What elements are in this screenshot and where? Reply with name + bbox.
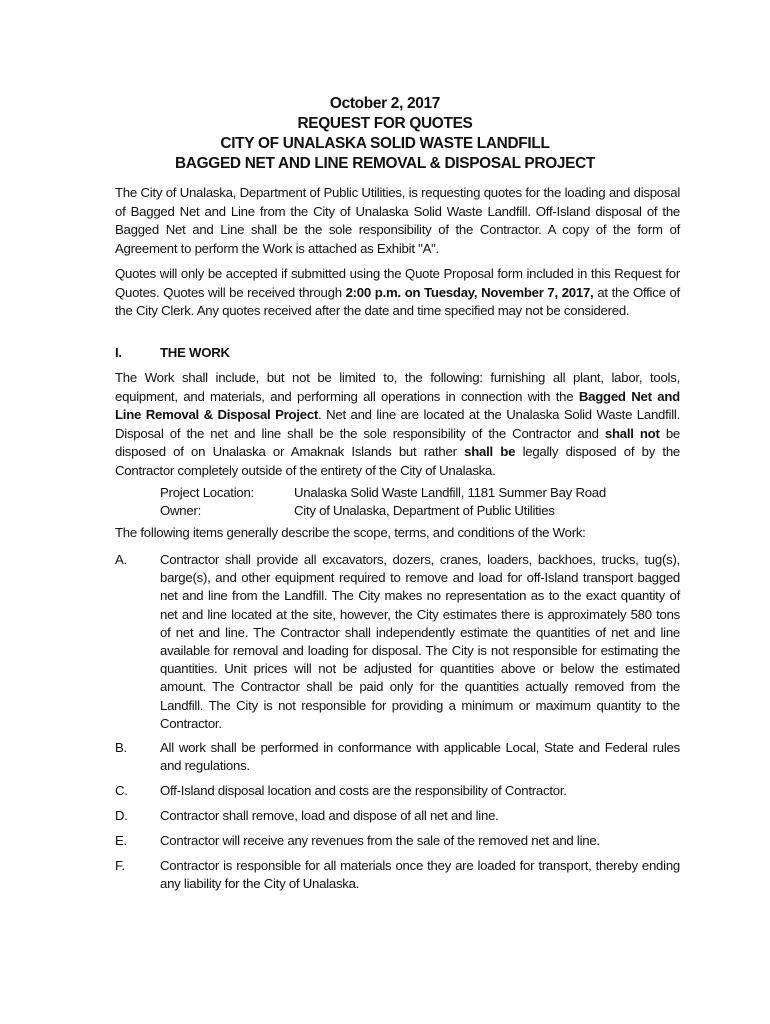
owner-label: Owner: [160,503,202,518]
work-project-name: Bagged Net and Line Removal & Disposal Project [115,388,680,422]
work-text-b: . Net and line are located at the Unalaska Solid Waste Landfill. Disposal of the net and line shall be the sole responsibility of the Contractor and [115,407,680,441]
scope-item-text: Contractor will receive any revenues from the sale of the removed net and line. [160,833,600,848]
scope-item-marker: F. [115,858,125,873]
work-text-a: The Work shall include, but not be limited to, the following: furnishing all plant, labor, tools, equipment, and materials, and performing all operations in connection with the [115,370,680,404]
scope-item-marker: C. [115,783,128,798]
submission-paragraph [115,265,680,321]
work-shall-be: shall be [464,444,516,459]
scope-item-marker: E. [115,833,127,848]
scope-item [115,782,680,800]
work-paragraph [115,369,680,480]
submission-text-a: Quotes will only be accepted if submitted using the Quote Proposal form included in this Request for Quotes. Quotes will be received through [115,266,680,300]
project-title: BAGGED NET AND LINE REMOVAL & DISPOSAL PROJECT [174,155,596,172]
document-header [0,94,770,174]
scope-intro: The following items generally describe the scope, terms, and conditions of the Work: [115,525,586,540]
scope-item [115,832,680,850]
document-title: REQUEST FOR QUOTES [297,115,473,132]
project-location-label: Project Location: [160,485,254,500]
submission-text-b: at the Office of the City Clerk. Any quotes received after the date and time specified may not be considered. [115,284,680,318]
scope-item-text: Contractor is responsible for all materials once they are loaded for transport, thereby ending any liability for the City of Unalaska. [160,858,680,892]
work-text-d: legally disposed of by the Contractor completely outside of the entirety of the City of Unalaska. [115,444,680,478]
intro-paragraph: The City of Unalaska, Department of Public Utilities, is requesting quotes for the loading and disposal of Bagged Net and Line from the City of Unalaska Solid Waste Landfill. Off-Island disposal of the Bagged Net and Line shall be the sole responsibility of the Contractor. A copy of the form of Agreement to perform the Work is attached as Exhibit "A". [115,185,680,256]
project-location-row [160,484,606,502]
scope-item-text: All work shall be performed in conformance with applicable Local, State and Federal rules and regulations. [160,740,680,774]
work-shall-not: shall not [604,425,660,441]
submission-deadline: 2:00 p.m. on Tuesday, November 7, 2017, [345,284,594,300]
project-info [160,484,606,520]
section-number: I. [115,345,122,360]
section-heading [115,344,230,362]
scope-item [115,807,680,825]
scope-item-marker: B. [115,740,127,755]
scope-item-text: Contractor shall remove, load and dispose of all net and line. [160,808,499,823]
scope-item [115,857,680,893]
owner-row [160,502,606,520]
project-location-value: Unalaska Solid Waste Landfill, 1181 Summer Bay Road [294,485,606,500]
scope-item-marker: A. [115,552,127,567]
work-text-c: be disposed of on Unalaska or Amaknak Islands but rather [115,425,680,459]
document-subtitle: CITY OF UNALASKA SOLID WASTE LANDFILL [220,135,550,152]
section-title: THE WORK [160,345,230,360]
scope-item [115,551,680,733]
scope-item-marker: D. [115,808,128,823]
owner-value: City of Unalaska, Department of Public Utilities [294,503,555,518]
scope-item [115,739,680,775]
document-date: October 2, 2017 [329,95,441,112]
scope-item-text: Contractor shall provide all excavators, dozers, cranes, loaders, backhoes, trucks, tug(s), barge(s), and other equipment required to remove and load for off-Island transport bagged net and line from the Landfill. The City makes no representation as to the exact quantity of net and line located at the site, however, the City estimates there is approximately 580 tons of net and line. The Contractor shall independently estimate the quantities of net and line available for removal and loading for disposal. The City is not responsible for estimating the quantities. Unit prices will not be adjusted for quantities above or below the estimated amount. The Contractor shall be paid only for the quantities actually removed from the Landfill. The City is not responsible for providing a minimum or maximum quantity to the Contractor. [160,552,680,731]
scope-item-text: Off-Island disposal location and costs are the responsibility of Contractor. [160,783,567,798]
